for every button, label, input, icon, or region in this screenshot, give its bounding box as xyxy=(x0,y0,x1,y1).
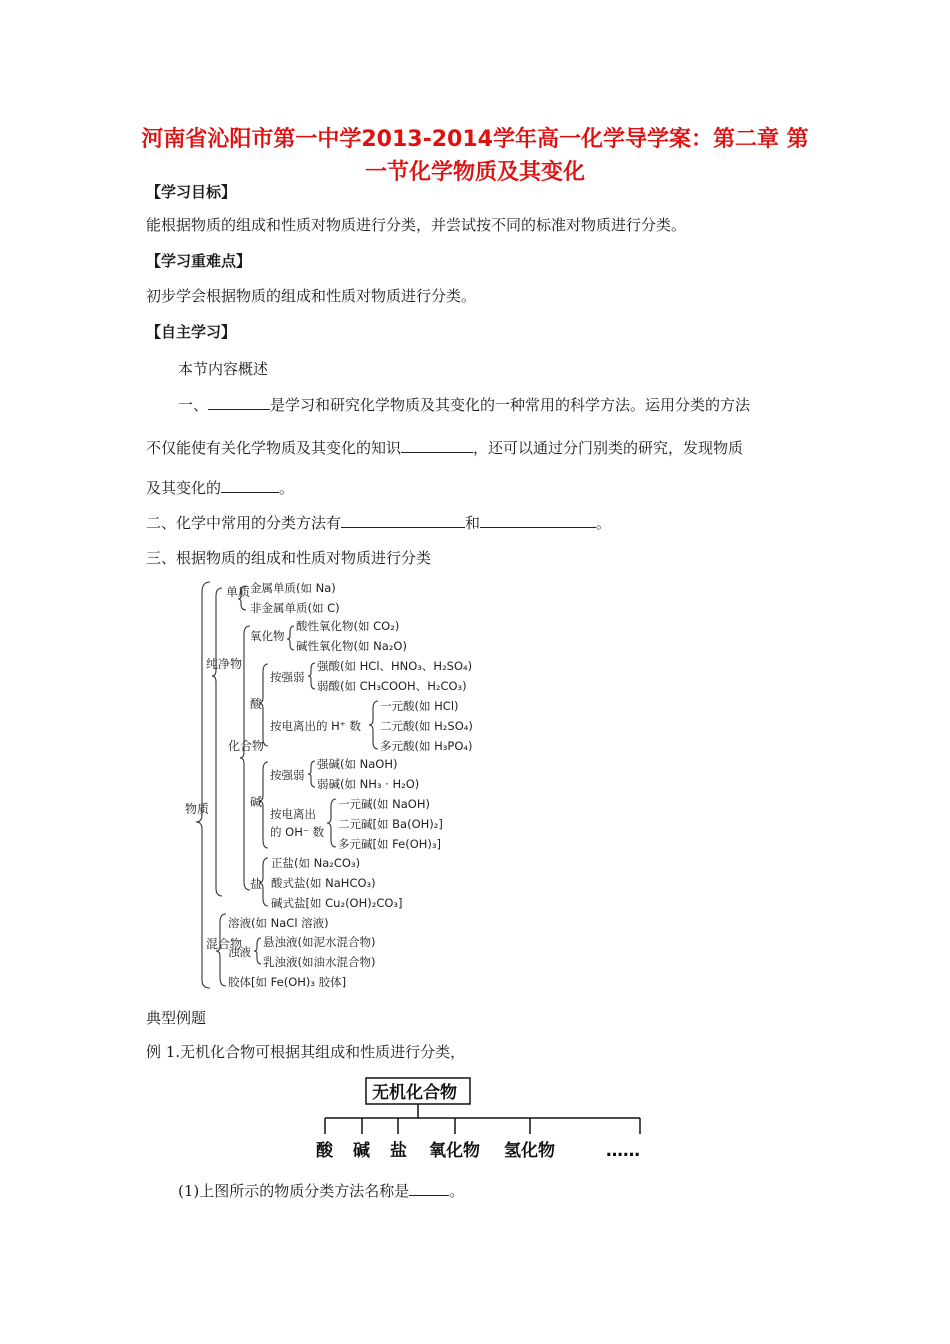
node-oxide: 氧化物 xyxy=(250,629,285,643)
node-pure: 纯净物 xyxy=(206,657,243,671)
key-heading: 【学习重难点】 xyxy=(146,252,252,270)
node-normal-salt: 正盐(如 Na₂CO₃) xyxy=(271,856,361,870)
node-emulsion: 乳浊液(如油水混合物) xyxy=(263,955,376,969)
category-base: 碱 xyxy=(353,1141,370,1161)
node-poly-acid: 多元酸(如 H₃PO₄) xyxy=(380,739,473,753)
node-strong-acid: 强酸(如 HCl、HNO₃、H₂SO₄) xyxy=(317,659,473,673)
brace-pure xyxy=(212,588,222,896)
node-acid-salt: 酸式盐(如 NaHCO₃) xyxy=(271,876,376,890)
goal-heading: 【学习目标】 xyxy=(146,183,237,201)
node-salt: 盐 xyxy=(250,877,263,891)
node-acid-by-h: 按电离出的 H⁺ 数 xyxy=(270,719,362,733)
node-acid: 酸 xyxy=(250,697,263,711)
node-turbid: 浊液 xyxy=(228,945,251,959)
example-1-text: 例 1.无机化合物可根据其组成和性质进行分类， xyxy=(146,1043,466,1061)
examples-heading: 典型例题 xyxy=(146,1009,207,1027)
category-oxide: 氧化物 xyxy=(429,1141,480,1161)
node-weak-acid: 弱酸(如 CH₃COOH、H₂CO₃) xyxy=(317,679,467,693)
inorganic-box-label: 无机化合物 xyxy=(372,1083,457,1103)
category-acid: 酸 xyxy=(316,1141,333,1161)
question-1-text: (1)上图所示的物质分类方法名称是 xyxy=(178,1182,410,1200)
brace-root xyxy=(196,582,210,988)
node-base-by-oh-1: 按电离出 xyxy=(270,807,316,821)
brace-acid-strength xyxy=(308,663,315,689)
node-solution: 溶液(如 NaCl 溶液) xyxy=(228,916,329,930)
brace-acid-h xyxy=(369,701,378,749)
node-base: 碱 xyxy=(250,795,263,809)
p1-text-3: ，还可以通过分门别类的研究，发现物质 xyxy=(473,439,744,457)
overview-label: 本节内容概述 xyxy=(178,360,269,378)
p1-text-5: 。 xyxy=(279,479,295,497)
node-suspension: 悬浊液(如泥水混合物) xyxy=(263,935,376,949)
p2-and: 和 xyxy=(465,514,481,532)
node-basic-salt: 碱式盐[如 Cu₂(OH)₂CO₃] xyxy=(271,896,403,910)
p2-end: 。 xyxy=(596,514,612,532)
p2-text: 二、化学中常用的分类方法有 xyxy=(146,514,342,532)
answer-blank-1[interactable] xyxy=(409,1181,449,1196)
brace-base-oh xyxy=(327,799,336,847)
node-poly-base: 多元碱[如 Fe(OH)₃] xyxy=(338,837,441,851)
node-strong-base: 强碱(如 NaOH) xyxy=(317,757,398,771)
question-1 xyxy=(178,1180,464,1201)
node-compound: 化合物 xyxy=(228,739,265,753)
brace-base-strength xyxy=(308,761,315,787)
node-base-by-strength: 按强弱 xyxy=(270,768,305,782)
node-di-base: 二元碱[如 Ba(OH)₂] xyxy=(338,817,443,831)
node-mono-base: 一元碱(如 NaOH) xyxy=(338,797,430,811)
key-text: 初步学会根据物质的组成和性质对物质进行分类。 xyxy=(146,287,477,305)
question-1-end: 。 xyxy=(449,1182,465,1200)
goal-text: 能根据物质的组成和性质对物质进行分类，并尝试按不同的标准对物质进行分类。 xyxy=(146,216,687,234)
node-basic-oxide: 碱性氧化物(如 Na₂O) xyxy=(296,639,407,653)
node-acid-by-strength: 按强弱 xyxy=(270,670,305,684)
node-root: 物质 xyxy=(185,802,210,816)
paragraph-three: 三、根据物质的组成和性质对物质进行分类 xyxy=(146,549,432,567)
node-weak-base: 弱碱(如 NH₃ · H₂O) xyxy=(317,777,420,791)
title-line-2: 一节化学物质及其变化 xyxy=(364,160,585,185)
category-hydride: 氢化物 xyxy=(504,1141,555,1161)
brace-oxide xyxy=(287,626,294,650)
node-nonmetal: 非金属单质(如 C) xyxy=(250,601,340,615)
node-base-by-oh-2: 的 OH⁻ 数 xyxy=(270,825,325,839)
node-metal: 金属单质(如 Na) xyxy=(250,581,336,595)
node-element: 单质 xyxy=(226,585,251,599)
self-heading: 【自主学习】 xyxy=(146,323,237,341)
p1-text-2: 不仅能使有关化学物质及其变化的知识 xyxy=(146,439,402,457)
node-mixture: 混合物 xyxy=(206,937,243,951)
category-more: …… xyxy=(606,1141,640,1161)
node-di-acid: 二元酸(如 H₂SO₄) xyxy=(380,719,473,733)
brace-turbid xyxy=(254,938,261,964)
title-line-1: 河南省沁阳市第一中学2013-2014学年高一化学导学案：第二章 第 xyxy=(141,127,809,152)
p1-prefix: 一、 xyxy=(178,396,209,414)
node-colloid: 胶体[如 Fe(OH)₃ 胶体] xyxy=(228,975,347,989)
category-salt: 盐 xyxy=(390,1141,407,1161)
p1-text-4: 及其变化的 xyxy=(146,479,222,497)
node-mono-acid: 一元酸(如 HCl) xyxy=(380,699,459,713)
p1-text: 是学习和研究化学物质及其变化的一种常用的科学方法。运用分类的方法 xyxy=(270,396,751,414)
node-acidic-oxide: 酸性氧化物(如 CO₂) xyxy=(296,619,400,633)
